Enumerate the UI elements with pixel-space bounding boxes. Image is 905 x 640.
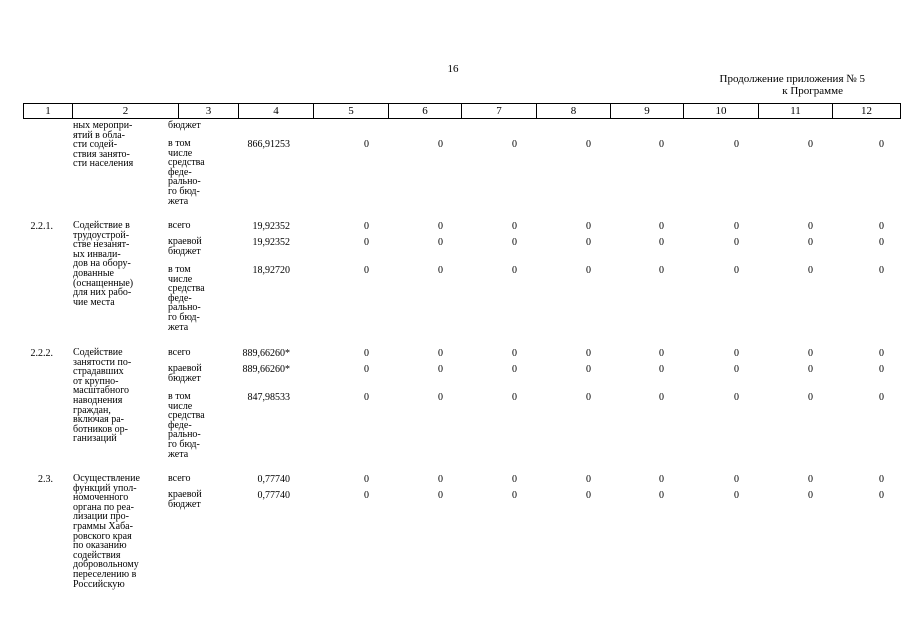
header-col-12: 12 — [833, 104, 901, 119]
year-value-col-12: 0 — [879, 364, 884, 375]
year-value-col-10: 0 — [734, 348, 739, 359]
year-value-col-9: 0 — [659, 139, 664, 150]
year-value-col-9: 0 — [659, 221, 664, 232]
year-value-col-12: 0 — [879, 265, 884, 276]
year-value-col-11: 0 — [808, 392, 813, 403]
row-description: Осуществление функций упол- номоченного органа по реа- лизации про- граммы Хаба- ровского края по оказанию содействия добровольному переселению в Российскую — [73, 473, 140, 590]
year-value-col-8: 0 — [586, 364, 591, 375]
year-value-col-5: 0 — [364, 490, 369, 501]
year-value-col-7: 0 — [512, 364, 517, 375]
year-value-col-12: 0 — [879, 237, 884, 248]
year-value-col-5: 0 — [364, 265, 369, 276]
year-value-col-12: 0 — [879, 348, 884, 359]
year-value-col-10: 0 — [734, 237, 739, 248]
amount-value: 847,98533 — [247, 392, 290, 403]
year-value-col-6: 0 — [438, 364, 443, 375]
header-col-7: 7 — [462, 104, 537, 119]
year-value-col-8: 0 — [586, 237, 591, 248]
year-value-col-6: 0 — [438, 237, 443, 248]
amount-value: 889,66260* — [242, 348, 290, 359]
row-code: 2.2.2. — [30, 348, 53, 359]
year-value-col-6: 0 — [438, 490, 443, 501]
amount-value: 0,77740 — [257, 490, 290, 501]
year-value-col-5: 0 — [364, 364, 369, 375]
header-col-10: 10 — [684, 104, 759, 119]
page-number: 16 — [447, 63, 459, 75]
header-col-5: 5 — [314, 104, 389, 119]
year-value-col-8: 0 — [586, 474, 591, 485]
funding-source: краевой бюджет — [168, 489, 202, 510]
header-col-2: 2 — [73, 104, 179, 119]
year-value-col-5: 0 — [364, 392, 369, 403]
funding-source: в том числе средства феде- рально- го бюд- жета — [168, 138, 205, 207]
year-value-col-9: 0 — [659, 364, 664, 375]
row-code: 2.3. — [38, 474, 53, 485]
year-value-col-5: 0 — [364, 221, 369, 232]
year-value-col-8: 0 — [586, 348, 591, 359]
year-value-col-9: 0 — [659, 265, 664, 276]
funding-source: всего — [168, 473, 191, 484]
year-value-col-9: 0 — [659, 392, 664, 403]
year-value-col-5: 0 — [364, 474, 369, 485]
row-code: 2.2.1. — [30, 221, 53, 232]
funding-source: краевой бюджет — [168, 363, 202, 384]
year-value-col-9: 0 — [659, 237, 664, 248]
year-value-col-10: 0 — [734, 139, 739, 150]
amount-value: 18,92720 — [252, 265, 290, 276]
year-value-col-7: 0 — [512, 474, 517, 485]
year-value-col-7: 0 — [512, 139, 517, 150]
amount-value: 0,77740 — [257, 474, 290, 485]
year-value-col-7: 0 — [512, 348, 517, 359]
year-value-col-11: 0 — [808, 265, 813, 276]
year-value-col-10: 0 — [734, 364, 739, 375]
year-value-col-9: 0 — [659, 474, 664, 485]
year-value-col-7: 0 — [512, 237, 517, 248]
year-value-col-10: 0 — [734, 265, 739, 276]
header-col-1: 1 — [24, 104, 73, 119]
appendix-line-1: Продолжение приложения № 5 — [719, 73, 865, 85]
year-value-col-7: 0 — [512, 392, 517, 403]
year-value-col-9: 0 — [659, 490, 664, 501]
year-value-col-8: 0 — [586, 490, 591, 501]
header-col-3: 3 — [179, 104, 239, 119]
year-value-col-6: 0 — [438, 392, 443, 403]
year-value-col-5: 0 — [364, 237, 369, 248]
funding-source: бюджет — [168, 120, 201, 131]
year-value-col-12: 0 — [879, 490, 884, 501]
header-col-8: 8 — [537, 104, 611, 119]
year-value-col-11: 0 — [808, 221, 813, 232]
header-col-4: 4 — [239, 104, 314, 119]
year-value-col-12: 0 — [879, 139, 884, 150]
year-value-col-6: 0 — [438, 474, 443, 485]
year-value-col-12: 0 — [879, 392, 884, 403]
year-value-col-8: 0 — [586, 265, 591, 276]
year-value-col-7: 0 — [512, 490, 517, 501]
amount-value: 19,92352 — [252, 221, 290, 232]
funding-source: в том числе средства феде- рально- го бюд- жета — [168, 391, 205, 460]
year-value-col-7: 0 — [512, 221, 517, 232]
header-col-11: 11 — [759, 104, 833, 119]
year-value-col-9: 0 — [659, 348, 664, 359]
year-value-col-5: 0 — [364, 139, 369, 150]
year-value-col-10: 0 — [734, 474, 739, 485]
year-value-col-8: 0 — [586, 221, 591, 232]
year-value-col-8: 0 — [586, 392, 591, 403]
year-value-col-11: 0 — [808, 364, 813, 375]
year-value-col-10: 0 — [734, 490, 739, 501]
year-value-col-5: 0 — [364, 348, 369, 359]
year-value-col-12: 0 — [879, 221, 884, 232]
header-col-9: 9 — [611, 104, 684, 119]
funding-source: всего — [168, 220, 191, 231]
year-value-col-6: 0 — [438, 139, 443, 150]
amount-value: 866,91253 — [247, 139, 290, 150]
year-value-col-11: 0 — [808, 139, 813, 150]
year-value-col-7: 0 — [512, 265, 517, 276]
year-value-col-12: 0 — [879, 474, 884, 485]
year-value-col-8: 0 — [586, 139, 591, 150]
year-value-col-11: 0 — [808, 490, 813, 501]
year-value-col-11: 0 — [808, 348, 813, 359]
year-value-col-6: 0 — [438, 265, 443, 276]
funding-source: краевой бюджет — [168, 236, 202, 257]
row-description: Содействие занятости по- страдавших от крупно- масштабного наводнения граждан, включая ра- ботников ор- ганизаций — [73, 347, 132, 445]
appendix-line-2: к Программе — [782, 85, 843, 97]
amount-value: 19,92352 — [252, 237, 290, 248]
year-value-col-6: 0 — [438, 221, 443, 232]
funding-source: в том числе средства феде- рально- го бюд- жета — [168, 264, 205, 333]
funding-source: всего — [168, 347, 191, 358]
year-value-col-10: 0 — [734, 392, 739, 403]
year-value-col-11: 0 — [808, 474, 813, 485]
amount-value: 889,66260* — [242, 364, 290, 375]
row-description: Содействие в трудоустрой- стве незанят- ых инвали- дов на обору- дованные (оснащенные) для них рабо- чие места — [73, 220, 134, 308]
row-description: ных меропри- ятий в обла- сти содей- ствия занято- сти населения — [73, 120, 134, 170]
year-value-col-10: 0 — [734, 221, 739, 232]
year-value-col-6: 0 — [438, 348, 443, 359]
header-col-6: 6 — [389, 104, 462, 119]
year-value-col-11: 0 — [808, 237, 813, 248]
